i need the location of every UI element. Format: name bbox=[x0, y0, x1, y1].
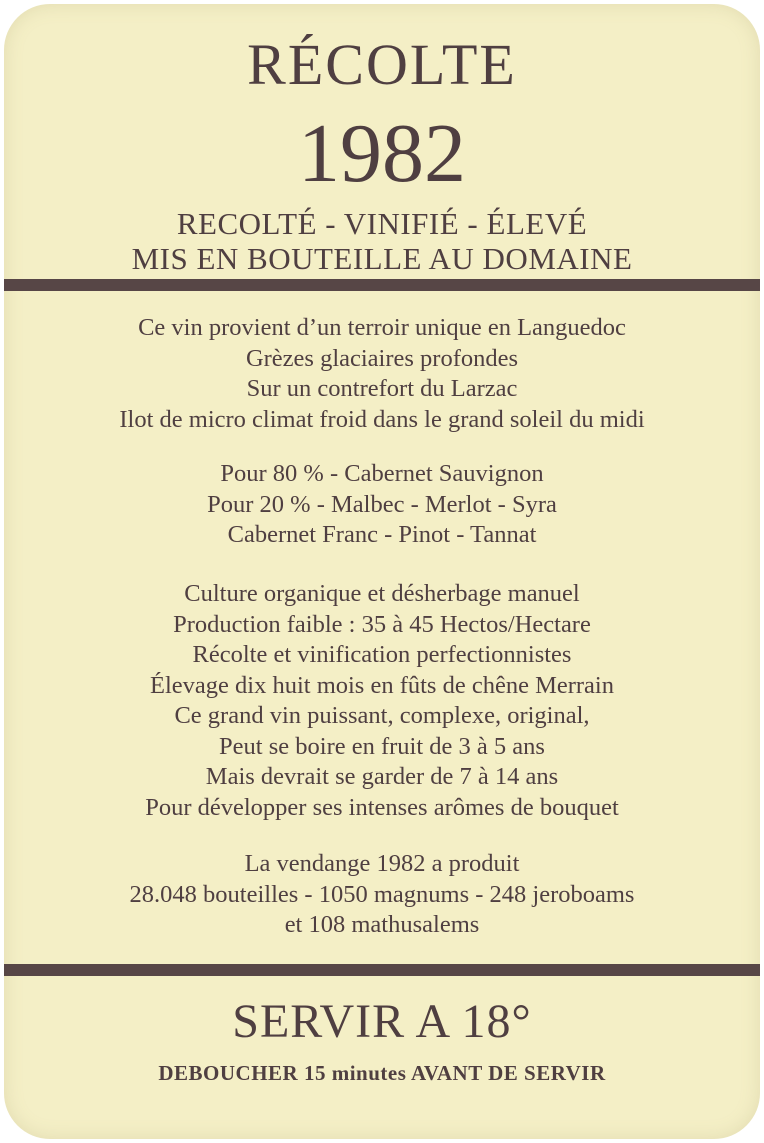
text-line: La vendange 1982 a produit bbox=[244, 850, 520, 877]
text-line: Pour 20 % - Malbec - Merlot - Syra bbox=[207, 490, 557, 518]
tagline-bottling: MIS EN BOUTEILLE AU DOMAINE bbox=[131, 241, 633, 276]
text-line: Culture organique et désherbage manuel bbox=[184, 580, 580, 607]
text-line: Pour 80 % - Cabernet Sauvignon bbox=[220, 460, 544, 487]
text-line: Cabernet Franc - Pinot - Tannat bbox=[227, 521, 537, 548]
text-line: Sur un contrefort du Larzac bbox=[246, 375, 518, 402]
grape-varieties-paragraph bbox=[4, 459, 760, 551]
culture-paragraph bbox=[4, 579, 760, 823]
divider-bottom bbox=[4, 964, 760, 976]
tagline-process: RECOLTÉ - VINIFIÉ - ÉLEVÉ bbox=[176, 206, 588, 241]
text-line: Pour développer ses intenses arômes de bouquet bbox=[145, 793, 619, 821]
terroir-paragraph bbox=[4, 313, 760, 435]
serving-temperature: SERVIR A 18° bbox=[232, 995, 532, 1048]
text-line: Peut se boire en fruit de 3 à 5 ans bbox=[219, 732, 545, 760]
text-line: 28.048 bouteilles - 1050 magnums - 248 jeroboams bbox=[129, 880, 635, 908]
text-line: Mais devrait se garder de 7 à 14 ans bbox=[205, 763, 559, 790]
label-title: RÉCOLTE bbox=[247, 32, 517, 97]
text-line: Grèzes glaciaires profondes bbox=[245, 344, 519, 372]
harvest-paragraph bbox=[4, 849, 760, 941]
text-line: Élevage dix huit mois en fûts de chêne Merrain bbox=[150, 671, 614, 699]
text-line: Ce vin provient d’un terroir unique en Languedoc bbox=[138, 314, 626, 341]
decanting-instruction: DEBOUCHER 15 minutes AVANT DE SERVIR bbox=[158, 1061, 606, 1085]
wine-label bbox=[4, 4, 760, 1139]
text-line: Production faible : 35 à 45 Hectos/Hectare bbox=[173, 610, 591, 638]
text-line: Ilot de micro climat froid dans le grand soleil du midi bbox=[119, 405, 645, 433]
text-line: et 108 mathusalems bbox=[284, 911, 480, 938]
divider-top bbox=[4, 279, 760, 291]
text-line: Récolte et vinification perfectionnistes bbox=[192, 641, 572, 668]
vintage-year: 1982 bbox=[298, 107, 466, 200]
text-line: Ce grand vin puissant, complexe, original, bbox=[174, 702, 590, 729]
